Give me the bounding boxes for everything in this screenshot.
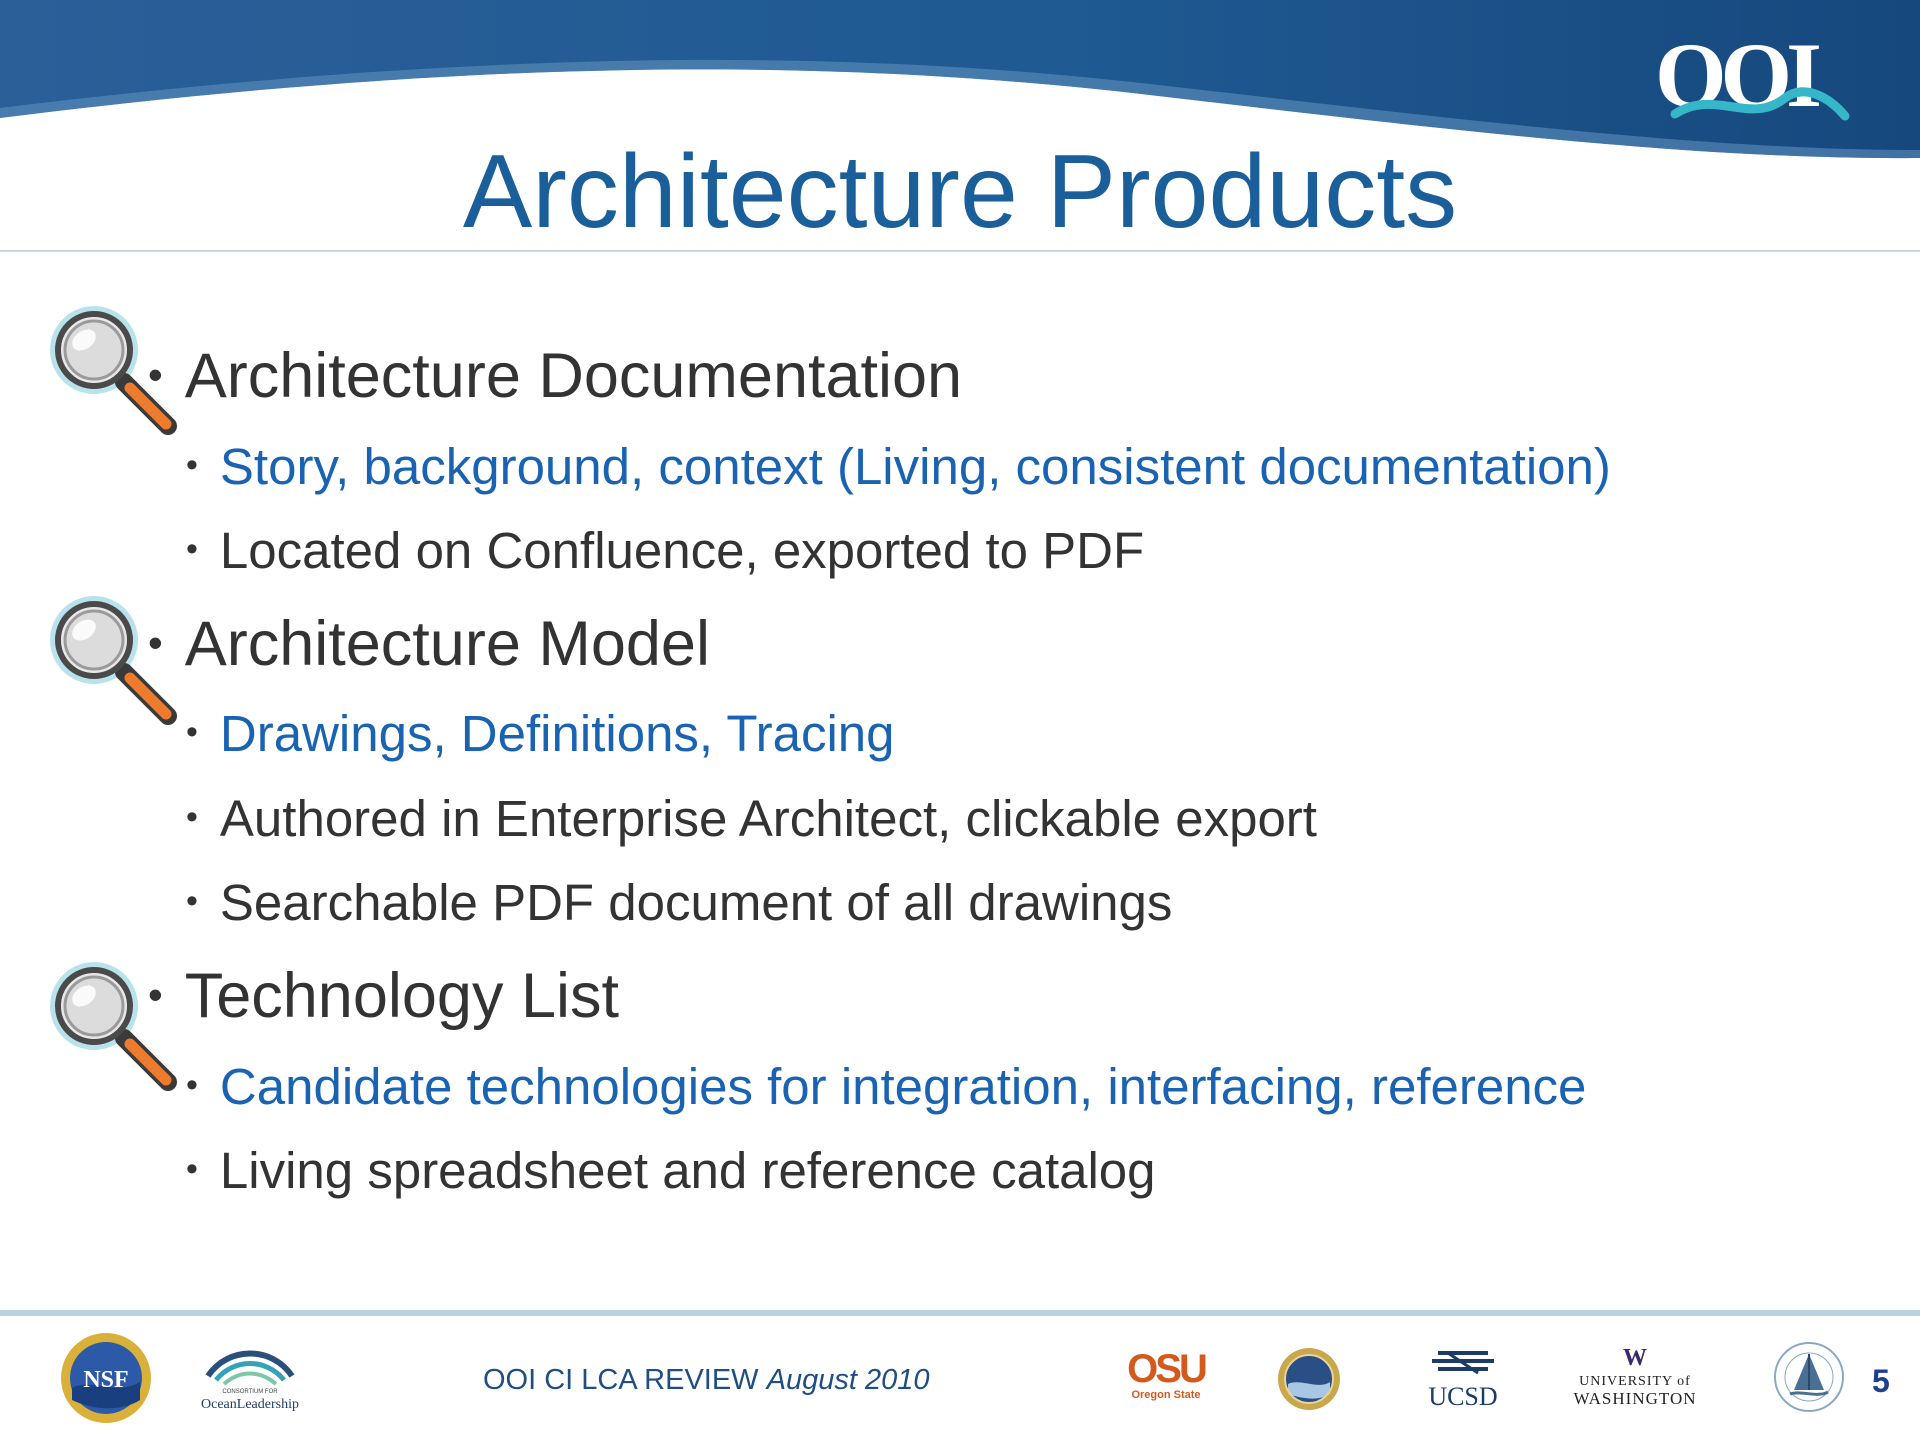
bullet: • [186,530,198,568]
bullet: • [186,882,198,920]
list-item [186,1141,1156,1200]
ocean-leadership-small-text: CONSORTIUM FOR [222,1389,278,1395]
bullet: • [186,1066,198,1104]
list-item [186,873,1172,932]
list-item [186,1057,1586,1116]
heading-text: Architecture Documentation [184,341,963,411]
heading-architecture-model [148,608,710,680]
footer-review-text: OOI CI LCA REVIEW [483,1364,759,1396]
list-item [186,704,895,763]
bullet: • [148,619,163,666]
bullet: • [148,351,163,398]
footer-review-label [483,1364,929,1397]
university-of-washington-logo [1570,1341,1700,1413]
footer-date: August 2010 [766,1364,930,1396]
list-item-text: Searchable PDF document of all drawings [219,874,1173,931]
ucsd-logo [1418,1343,1508,1413]
page-number: 5 [1872,1363,1890,1399]
bullet: • [148,971,163,1018]
woods-hole-logo [1772,1340,1846,1414]
bullet: • [186,713,198,751]
heading-text: Architecture Model [184,609,710,679]
list-item-text: Candidate technologies for integration, interfacing, reference [219,1058,1587,1115]
footer-divider [0,1310,1920,1316]
list-item [186,789,1317,848]
ooi-logo-text: OOI [1655,24,1816,126]
list-item [186,521,1144,580]
university-seal-logo [1276,1346,1342,1412]
title-divider [0,250,1920,252]
bullet: • [186,1150,198,1188]
slide-title: Architecture Products [462,134,1458,250]
list-item-text: Drawings, Definitions, Tracing [219,705,895,762]
uw-line1-text: UNIVERSITY of [1579,1374,1691,1389]
nsf-logo-text: NSF [83,1367,129,1393]
list-item-text: Story, background, context (Living, consistent documentation) [219,438,1611,495]
heading-technology-list [148,960,619,1032]
uw-line2-text: WASHINGTON [1573,1389,1697,1408]
uw-mark-text: W [1623,1345,1647,1371]
bullet: • [186,446,198,484]
ocean-leadership-text: OceanLeadership [201,1397,299,1412]
osu-logo [1127,1342,1205,1408]
list-item-text: Authored in Enterprise Architect, clickable export [219,790,1317,847]
bullet: • [186,798,198,836]
list-item [186,437,1611,496]
ooi-logo [1655,24,1865,128]
list-item-text: Living spreadsheet and reference catalog [219,1142,1156,1199]
osu-logo-text: OSU [1127,1347,1205,1391]
ucsd-logo-text: UCSD [1428,1382,1498,1411]
heading-text: Technology List [184,961,619,1031]
nsf-logo [58,1330,154,1426]
osu-logo-subtext: Oregon State [1131,1389,1201,1401]
ocean-leadership-logo [198,1340,302,1416]
list-item-text: Located on Confluence, exported to PDF [219,522,1145,579]
heading-architecture-documentation [148,340,962,412]
